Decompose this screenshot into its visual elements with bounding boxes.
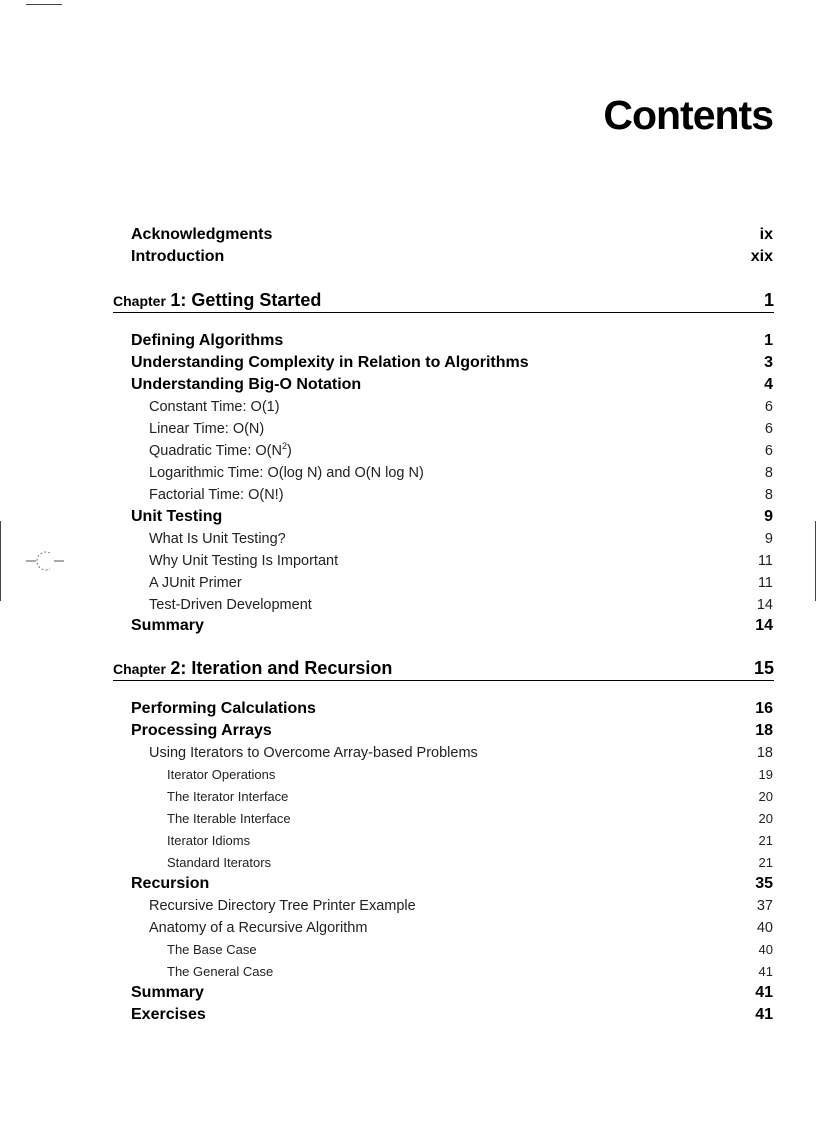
toc-entry[interactable] <box>0 1004 816 1026</box>
toc-subentry[interactable] <box>0 528 816 550</box>
toc-subentry[interactable] <box>0 396 816 418</box>
toc-subentry[interactable] <box>0 895 816 917</box>
toc-entry-page: 16 <box>755 700 773 717</box>
toc-entry-label: Standard Iterators <box>167 855 272 870</box>
toc-entry-label: Summary <box>131 617 204 634</box>
toc-entry-page: 14 <box>756 597 773 613</box>
toc-entry-label: Iterator Idioms <box>167 833 251 848</box>
toc-subsubentry[interactable] <box>0 808 816 830</box>
toc-subsubentry[interactable] <box>0 939 816 961</box>
toc-entry-label: Understanding Complexity in Relation to Algorithms <box>131 354 529 371</box>
toc-subentry[interactable] <box>0 462 816 484</box>
chapter-heading-1[interactable] <box>113 288 774 313</box>
toc-entry-label: Unit Testing <box>131 508 223 525</box>
toc-entry-page: 35 <box>755 875 773 892</box>
toc-entry-label: Linear Time: O(N) <box>149 421 265 437</box>
toc-subentry[interactable] <box>0 594 816 616</box>
toc-entry-label: Performing Calculations <box>131 700 316 717</box>
toc-entry[interactable] <box>0 352 816 374</box>
toc-entry-page: ix <box>759 226 773 243</box>
toc-entry-page: 41 <box>758 964 773 979</box>
superscript: 2 <box>281 441 287 452</box>
toc-entry-page: 11 <box>757 553 773 569</box>
toc-entry-page: 20 <box>758 811 773 826</box>
toc-subsubentry[interactable] <box>0 961 816 983</box>
toc-entry-label: The Iterator Interface <box>167 789 289 804</box>
toc-subsubentry[interactable] <box>0 852 816 874</box>
toc-entry-page: 4 <box>764 376 773 393</box>
toc-entry[interactable] <box>0 873 816 895</box>
chapter-prefix: Chapter <box>113 661 166 677</box>
toc-entry-page: 41 <box>755 1006 773 1023</box>
toc-subentry[interactable] <box>0 440 816 462</box>
toc-subsubentry[interactable] <box>0 830 816 852</box>
toc-entry-label: The Base Case <box>167 942 257 957</box>
toc-entry[interactable] <box>0 982 816 1004</box>
page-title: Contents <box>603 92 773 138</box>
chapter-name: 2: Iteration and Recursion <box>170 658 393 678</box>
toc-subentry[interactable] <box>0 742 816 764</box>
toc-entry-label: Iterator Operations <box>167 767 276 782</box>
toc-entry-page: 20 <box>758 789 773 804</box>
toc-entry-page: 6 <box>764 443 773 459</box>
chapter-prefix: Chapter <box>113 293 166 309</box>
toc-subsubentry[interactable] <box>0 786 816 808</box>
toc-entry-page: 6 <box>764 399 773 415</box>
toc-entry-introduction[interactable] <box>0 246 816 268</box>
toc-entry-label: Introduction <box>131 248 225 265</box>
toc-entry-label: Test-Driven Development <box>149 597 312 613</box>
toc-entry-label: Recursive Directory Tree Printer Example <box>149 898 416 914</box>
toc-entry-page: xix <box>750 248 773 265</box>
toc-entry-label: A JUnit Primer <box>149 575 242 591</box>
toc-entry-label: Constant Time: O(1) <box>149 399 280 415</box>
chapter-title <box>113 290 321 311</box>
toc-subsubentry[interactable] <box>0 764 816 786</box>
toc-entry-label: Using Iterators to Overcome Array-based Problems <box>149 745 478 761</box>
chapter-title <box>113 658 392 679</box>
toc-entry-label: Processing Arrays <box>131 722 272 739</box>
toc-entry-label: Factorial Time: O(N!) <box>149 487 284 503</box>
toc-entry-label: Quadratic Time: $O(N^2)$ <box>149 441 292 459</box>
toc-entry-acknowledgments[interactable] <box>0 224 816 246</box>
chapter-page: 15 <box>753 658 774 678</box>
toc-entry-label: The Iterable Interface <box>167 811 291 826</box>
toc-entry[interactable] <box>0 720 816 742</box>
toc-entry-page: 8 <box>764 487 773 503</box>
toc-entry-label: Acknowledgments <box>131 226 273 243</box>
toc-entry-page: 6 <box>764 421 773 437</box>
toc-entry-page: 14 <box>755 617 773 634</box>
crop-mark-top-left <box>26 4 62 5</box>
toc-subentry[interactable] <box>0 572 816 594</box>
toc-entry-page: 9 <box>764 531 773 547</box>
toc-entry[interactable] <box>0 615 816 637</box>
toc-subentry[interactable] <box>0 550 816 572</box>
toc-entry-label: Summary <box>131 984 204 1001</box>
toc-entry-page: 11 <box>757 575 773 591</box>
chapter-name: 1: Getting Started <box>170 290 322 310</box>
toc-entry-page: 19 <box>758 767 773 782</box>
toc-entry-label: The General Case <box>167 964 274 979</box>
toc-subentry[interactable] <box>0 484 816 506</box>
toc-entry-label: What Is Unit Testing? <box>149 531 286 547</box>
toc-entry-page: 9 <box>764 508 773 525</box>
toc-entry-page: 3 <box>764 354 773 371</box>
chapter-page: 1 <box>763 290 774 310</box>
toc-entry-label: Recursion <box>131 875 210 892</box>
toc-entry[interactable] <box>0 330 816 352</box>
toc-entry[interactable] <box>0 506 816 528</box>
toc-entry-page: 1 <box>764 332 773 349</box>
toc-entry-label: Defining Algorithms <box>131 332 284 349</box>
toc-subentry[interactable] <box>0 917 816 939</box>
toc-entry-page: 18 <box>755 722 773 739</box>
toc-subentry[interactable] <box>0 418 816 440</box>
toc-entry-label: Logarithmic Time: O(log N) and O(N log N) <box>149 465 424 481</box>
toc-entry-page: 21 <box>758 833 773 848</box>
toc-entry-page: 8 <box>764 465 773 481</box>
toc-entry-label: Anatomy of a Recursive Algorithm <box>149 920 368 936</box>
toc-entry-label: Exercises <box>131 1006 206 1023</box>
chapter-heading-2[interactable] <box>113 656 774 681</box>
toc-entry[interactable] <box>0 374 816 396</box>
toc-entry-page: 41 <box>755 984 773 1001</box>
toc-entry[interactable] <box>0 698 816 720</box>
toc-entry-label: Why Unit Testing Is Important <box>149 553 339 569</box>
toc-entry-page: 40 <box>756 920 773 936</box>
toc-entry-page: 21 <box>758 855 773 870</box>
toc-entry-label: Understanding Big-O Notation <box>131 376 362 393</box>
toc-entry-page: 18 <box>756 745 773 761</box>
toc-entry-page: 37 <box>756 898 773 914</box>
toc-entry-page: 40 <box>758 942 773 957</box>
